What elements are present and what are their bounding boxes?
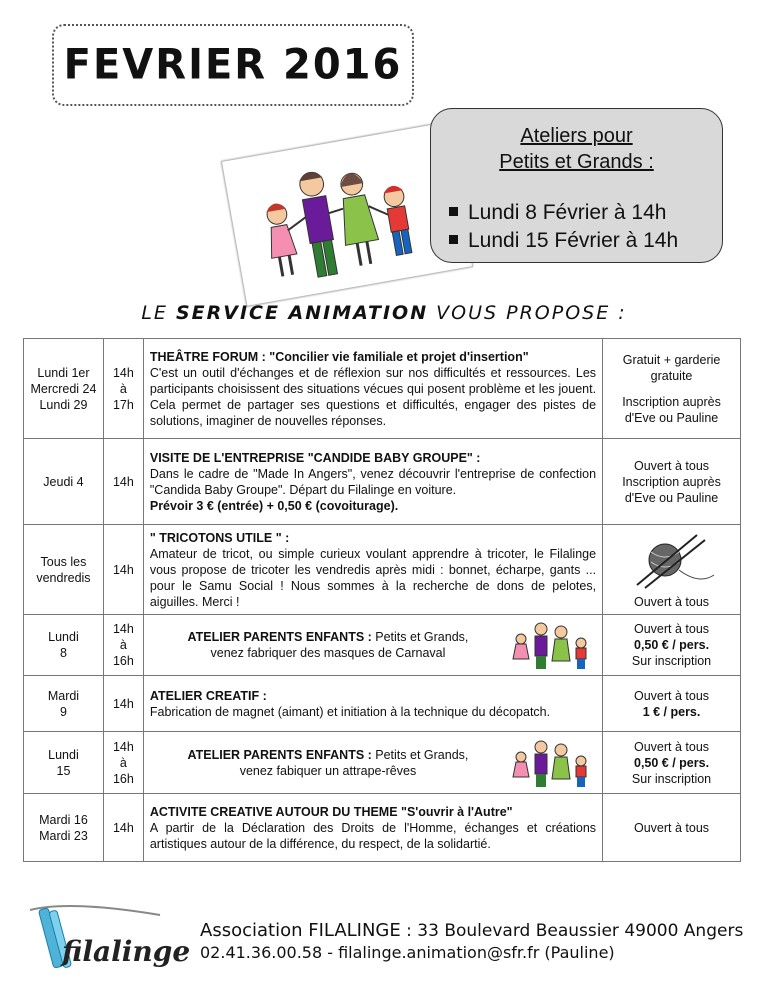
table-row (24, 525, 741, 615)
service-heading: LE SERVICE ANIMATION VOUS PROPOSE : (141, 302, 627, 324)
association-contact: 02.41.36.00.58 - filalinge.animation@sfr.fr (Pauline) (200, 943, 615, 962)
association-name: Association FILALINGE (200, 920, 401, 941)
knitting-icon (627, 530, 717, 590)
row-info: Gratuit + garderie gratuite Inscription auprès d'Eve ou Pauline (603, 339, 741, 439)
table-row (24, 794, 741, 862)
row-info: Ouvert à tous 0,50 € / pers. Sur inscription (603, 615, 741, 676)
row-day: Lundi 1er Mercredi 24 Lundi 29 (24, 339, 104, 439)
table-row (24, 676, 741, 732)
ateliers-dates (449, 199, 678, 255)
row-info: Ouvert à tous 1 € / pers. (603, 676, 741, 732)
row-day: Lundi 15 (24, 732, 104, 794)
month-title-box (52, 24, 414, 106)
row-description: ATELIER PARENTS ENFANTS : Petits et Grands, venez fabriquer des masques de Carnaval (143, 615, 602, 676)
row-info: Ouvert à tous (603, 794, 741, 862)
row-day: Lundi 8 (24, 615, 104, 676)
list-item: Lundi 8 Février à 14h (449, 199, 678, 227)
table-row (24, 339, 741, 439)
association-address: : 33 Boulevard Beaussier 49000 Angers (400, 921, 744, 941)
row-time: 14h à 16h (103, 615, 143, 676)
row-day: Tous les vendredis (24, 525, 104, 615)
ateliers-title: Ateliers pour Petits et Grands : (499, 125, 654, 173)
row-day: Jeudi 4 (24, 439, 104, 525)
row-description: THEÂTRE FORUM : "Concilier vie familiale et projet d'insertion" C'est un outil d'échanges et de réflexion sur nos difficultés et ressources. Les participants choisissent des situations vécues qui posent problème et les jouent. Cela permet de partager ses questions et difficultés, engager des pistes de solutions, imaginer de nouvelles réponses. (143, 339, 602, 439)
ateliers-box (430, 108, 723, 263)
footer (200, 920, 743, 962)
table-row (24, 439, 741, 525)
row-description: ATELIER CREATIF : Fabrication de magnet (aimant) et initiation à la technique du décopatch. (143, 676, 602, 732)
row-description: ATELIER PARENTS ENFANTS : Petits et Grands, venez fabiquer un attrape-rêves (143, 732, 602, 794)
row-info: Ouvert à tous (603, 525, 741, 615)
list-item: Lundi 15 Février à 14h (449, 227, 678, 255)
row-time: 14h (103, 676, 143, 732)
row-time: 14h à 16h (103, 732, 143, 794)
row-day: Mardi 9 (24, 676, 104, 732)
row-description: " TRICOTONS UTILE " : Amateur de tricot, ou simple curieux voulant apprendre à tricoter, le Filalinge vous propose de tricoter les vendredis après midi : bonnet, écharpe, gants ... pour le Samu Social ! Nous sommes à la recherche de dons de pelotes, aiguilles. Merci ! (143, 525, 602, 615)
table-row (24, 615, 741, 676)
month-title: FEVRIER 2016 (63, 40, 403, 90)
row-time: 14h (103, 525, 143, 615)
row-description: ACTIVITE CREATIVE AUTOUR DU THEME "S'ouvrir à l'Autre" A partir de la Déclaration des Droits de l'Homme, échanges et créations artistiques autour de la différence, du respect, de la solidartié. (143, 794, 602, 862)
row-description: VISITE DE L'ENTREPRISE "CANDIDE BABY GROUPE" : Dans le cadre de "Made In Angers", venez découvrir l'entreprise de confection "Candida Baby Groupe". Départ du Filalinge en voiture. Prévoir 3 € (entrée) + 0,50 € (covoiturage). (143, 439, 602, 525)
logo-word: filalinge (62, 935, 191, 968)
row-day: Mardi 16 Mardi 23 (24, 794, 104, 862)
row-time: 14h (103, 439, 143, 525)
row-info: Ouvert à tous Inscription auprès d'Eve ou Pauline (603, 439, 741, 525)
table-row (24, 732, 741, 794)
row-info: Ouvert à tous 0,50 € / pers. Sur inscription (603, 732, 741, 794)
row-time: 14h à 17h (103, 339, 143, 439)
family-icon (506, 737, 596, 789)
program-table (23, 338, 741, 862)
row-time: 14h (103, 794, 143, 862)
family-icon (506, 619, 596, 671)
